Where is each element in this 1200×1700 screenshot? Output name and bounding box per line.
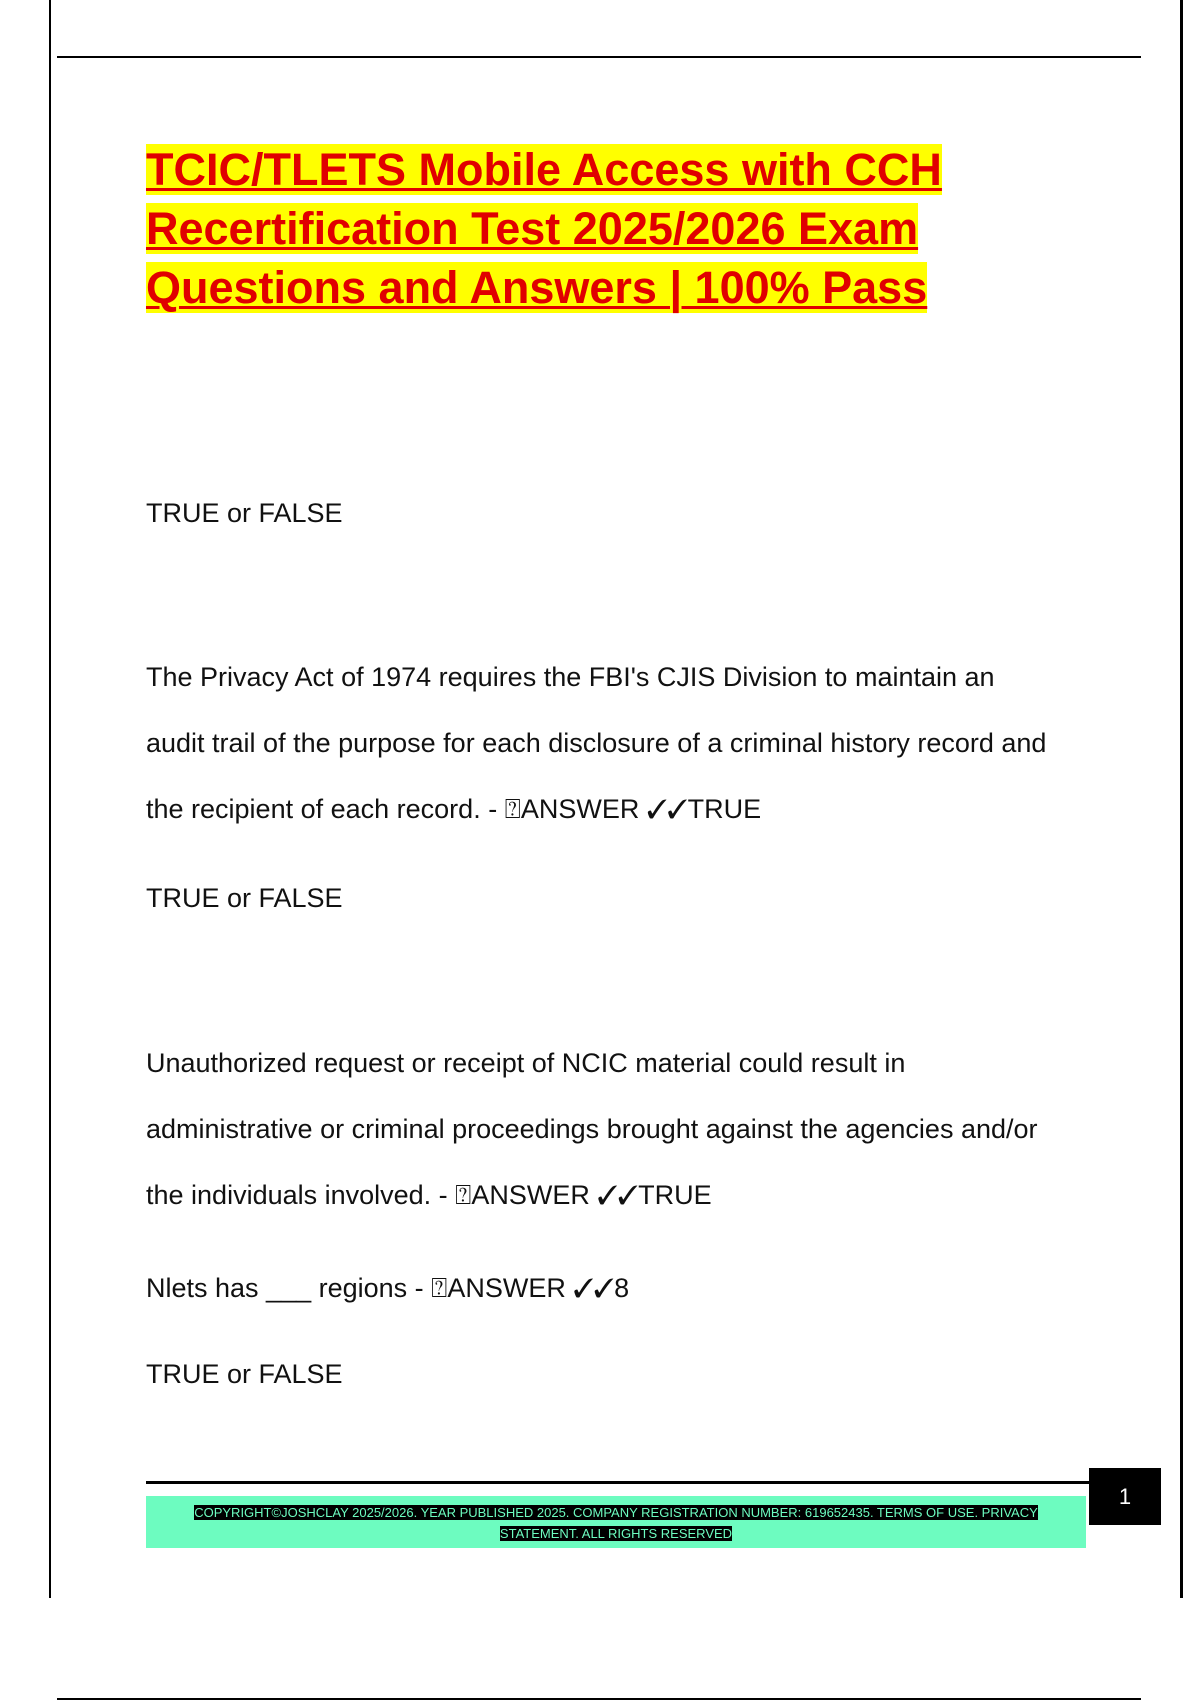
question-answer-block xyxy=(146,1030,1106,1228)
copyright-text: STATEMENT. ALL RIGHTS RESERVED xyxy=(499,1526,733,1541)
question-prompt: TRUE or FALSE xyxy=(146,883,343,913)
question-answer-block xyxy=(146,644,1106,842)
question-line: audit trail of the purpose for each disclosure of a criminal history record and xyxy=(146,728,1047,758)
footer-rule xyxy=(146,1481,1090,1484)
answer-line: the recipient of each record. - ⍰ANSWER ✓✓TRUE xyxy=(146,794,762,824)
document-title xyxy=(146,140,1046,317)
page-left-border xyxy=(49,0,51,1598)
page-right-border xyxy=(1180,0,1183,1598)
answer-line: the individuals involved. - ⍰ANSWER ✓✓TRUE xyxy=(146,1180,712,1210)
question-prompt: TRUE or FALSE xyxy=(146,498,343,528)
page-number: 1 xyxy=(1089,1468,1161,1525)
title-line: Recertification Test 2025/2026 Exam xyxy=(146,203,919,254)
question-prompt: TRUE or FALSE xyxy=(146,1359,343,1389)
header-rule xyxy=(57,56,1141,58)
question-line: The Privacy Act of 1974 requires the FBI's CJIS Division to maintain an xyxy=(146,662,995,692)
question-line: Unauthorized request or receipt of NCIC material could result in xyxy=(146,1048,906,1078)
question-line: administrative or criminal proceedings brought against the agencies and/or xyxy=(146,1114,1038,1144)
copyright-footer xyxy=(146,1496,1086,1548)
title-line: TCIC/TLETS Mobile Access with CCH xyxy=(146,144,942,195)
copyright-text: COPYRIGHT©JOSHCLAY 2025/2026. YEAR PUBLISHED 2025. COMPANY REGISTRATION NUMBER: 619652435. TERMS OF USE. PRIVACY xyxy=(194,1505,1038,1520)
question-answer: Nlets has ___ regions - ⍰ANSWER ✓✓8 xyxy=(146,1273,630,1303)
title-line: Questions and Answers | 100% Pass xyxy=(146,262,928,313)
